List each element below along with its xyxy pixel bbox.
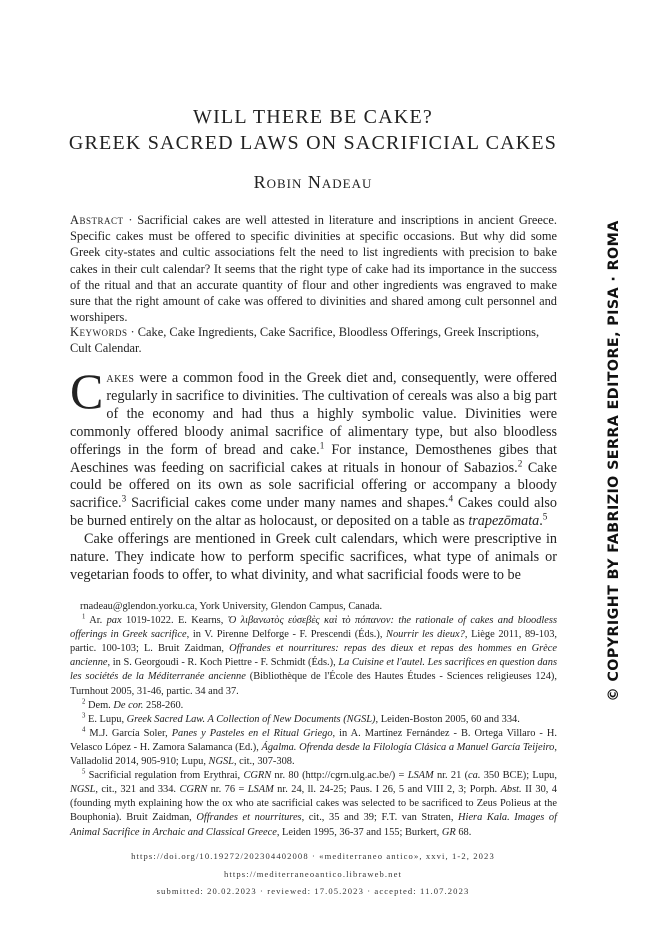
footnote-1 (70, 614, 557, 699)
submission-dates: submitted: 20.02.2023 · reviewed: 17.05.2023 · accepted: 11.07.2023 (156, 886, 470, 896)
footnote-2 (70, 699, 557, 713)
title-line-1: WILL THERE BE CAKE? (193, 106, 433, 128)
opening-small-caps: akes (106, 370, 135, 386)
keywords-separator: · (127, 325, 138, 339)
footnote-italic: ca. (468, 770, 481, 782)
footnote-text: (Bibliothèque de l'École des Hautes Études - Sciences religieuses 124), Turnhout 2005, 31-46, partic. 34 and 37. (70, 671, 557, 697)
abstract-label: Abstract (70, 213, 124, 227)
footnote-italic: Nourrir les dieux? (386, 629, 465, 641)
footnote-text: 1019-1022. E. Kearns, (121, 615, 228, 627)
footnote-number: 5 (82, 768, 86, 776)
footnote-text: Ar. (89, 615, 107, 627)
footnote-italic: LSAM (407, 770, 434, 782)
footnote-text: , cit., 307-308. (233, 756, 295, 768)
keywords-label: Keywords (70, 325, 128, 339)
footnote-text: , Leiden 1995, 36-37 and 155; Burkert, (276, 826, 442, 838)
footnote-italic: Offrandes et nourritures (196, 812, 302, 824)
footnote-text: , in A. Martínez Fernández - B. Ortega Villaro - H. Velasco López - H. Zamora Salamanca (Ed.), (70, 727, 558, 753)
author-name: Robin Nadeau (253, 172, 373, 192)
footnote-text: nr. 21 ( (433, 770, 469, 782)
footnote-italic: GR (441, 826, 456, 838)
keywords (70, 324, 557, 356)
body-text-run: were a common food in the Greek diet and, consequently, were offered regularly in sacrifice to divinities. The cultivation of cereals was also a big part of the economy and had thus a highly symbolic value. Divinities were commonly offered bloody animal sacrifice of alimentary type, but also bloodless offerings in the form of bread and cake. (70, 370, 557, 458)
footnote-italic: LSAM (247, 784, 274, 796)
footnote-italic: De cor. (113, 699, 144, 711)
footnote-number: 3 (82, 712, 86, 720)
footnote-text: II 30, 4 (founding myth explaining how the ox who ate sacrificial cakes was selected to be sacrificed to Zeus Polieus at the Bouphonia). Bruit Zaidman, (70, 784, 557, 824)
footnote-italic: NGSL (208, 756, 234, 768)
footnote-italic: pax (106, 615, 122, 627)
footnote-text: , cit., 35 and 39; F.T. van Straten, (301, 812, 459, 824)
footnote-text: 350 BCE); Lupu, (480, 770, 557, 782)
footnote-italic: CGRN (243, 770, 272, 782)
body-paragraph-1 (70, 363, 558, 531)
footnote-ref-3[interactable]: 3 (121, 493, 127, 504)
footnote-italic: Panes y Pasteles en el Ritual Griego (171, 727, 333, 739)
keywords-text: Cake, Cake Ingredients, Cake Sacrifice, Bloodless Offerings, Greek Inscriptions, Cult Calendar. (70, 325, 540, 356)
side-copyright-notice (604, 220, 624, 702)
abstract-text: Sacrificial cakes are well attested in literature and inscriptions in ancient Greece. Specific cakes must be offered to specific divinities at specific occasions. But why did some Greek city-states and cultic associations felt the need to list ingredients with precision to bake cakes in their cult calendar? It seems that the right type of cake had its importance in the success of the ritual and that an accurate quantity of flour and other ingredients was engraved to make sure that the right amount of cake was offered to divinities and shared among cult personnel and worshipers. (70, 213, 557, 325)
abstract-separator: · (123, 213, 138, 227)
footnote-ref-1[interactable]: 1 (319, 439, 325, 450)
footnote-5 (70, 769, 557, 839)
journal-url[interactable]: https://mediterraneoantico.libraweb.net (224, 869, 402, 879)
footnote-italic: Hiera Kala. Images of Animal Sacrifice in Archaic and Classical Greece (70, 812, 557, 838)
author-contact: rnadeau@glendon.yorku.ca, York University, Glendon Campus, Canada. (80, 601, 383, 612)
footnote-text: , in S. Georgoudi - R. Koch Piettre - F. Schmidt (Éds.), (107, 657, 339, 669)
footnote-text: , cit., 321 and 334. (95, 784, 180, 796)
doi-line[interactable]: https://doi.org/10.19272/202304402008 · «mediterraneo antico», xxvi, 1-2, 2023 (131, 851, 495, 861)
footnote-text: , Valladolid 2014, 905-910; Lupu, (70, 741, 557, 768)
drop-cap: C (70, 363, 104, 419)
body-text-run: For instance, Demosthenes gibes that Aeschines was feeding on sacrificial cakes at rituals in honour of Sabazios. (70, 441, 558, 476)
footnotes (70, 600, 557, 840)
footnote-3 (70, 713, 557, 727)
footnote-ref-2[interactable]: 2 (517, 457, 523, 468)
footnote-italic: La Cuisine et l'autel. Les sacrifices en question dans les sociétés de la Méditerranée ancienne (70, 657, 557, 683)
footnote-number: 2 (82, 698, 86, 706)
footnote-ref-5[interactable]: 5 (542, 511, 548, 522)
footnote-text: 258-260. (143, 699, 184, 711)
footnote-italic: NGSL (70, 784, 96, 796)
copyright-text: © COPYRIGHT BY FABRIZIO SERRA EDITORE, PISA · ROMA (606, 220, 622, 702)
footnote-italic: Abst. (500, 784, 522, 796)
body-text (70, 363, 558, 585)
footnote-ref-4[interactable]: 4 (448, 493, 454, 504)
footnote-text: , Liège 2011, 89-103, partic. 100-103; L. Bruit Zaidman, (70, 629, 557, 655)
footnote-number: 1 (82, 613, 86, 621)
body-text-run: Cakes could also be burned entirely on the altar as holocaust, or deposited on a table as (70, 495, 558, 530)
footnote-italic: Greek Sacred Law. A Collection of New Documents (NGSL) (126, 713, 376, 725)
italic-term: trapezōmata (468, 513, 540, 530)
footnote-text: nr. 76 = (207, 784, 248, 796)
footnote-4 (70, 727, 557, 769)
body-text-run: Cake could be offered on its own as sole sacrificial offering or accompany a bloody sacrifice. (70, 459, 557, 512)
footnote-italic: Ὁ λιβανωτὸς εὐσεβὲς καὶ τὸ πόπανον: the rationale of cakes and bloodless offerings in Greek sacrifice (70, 615, 557, 641)
footnote-text: 68. (455, 826, 472, 838)
footnote-text: Sacrificial regulation from Erythrai, (88, 770, 244, 782)
footnote-text: , Leiden-Boston 2005, 60 and 334. (375, 713, 520, 725)
title-line-2: GREEK SACRED LAWS ON SACRIFICIAL CAKES (68, 132, 558, 154)
footnote-text: E. Lupu, (87, 713, 127, 725)
footnote-number: 4 (82, 726, 86, 734)
body-text-run: Sacrificial cakes come under many names and shapes. (126, 495, 449, 512)
footnote-text: nr. 80 (http://cgrn.ulg.ac.be/) = (271, 770, 408, 782)
footnote-italic: CGRN (179, 784, 208, 796)
footnote-text: nr. 24, ll. 24-25; Paus. I 26, 5 and VIII 2, 3; Porph. (273, 784, 501, 796)
footnote-text: Dem. (87, 699, 114, 711)
body-text-run: . (539, 513, 543, 530)
footnote-text: , in V. Pirenne Delforge - F. Prescendi (Éds.), (186, 629, 387, 641)
body-paragraph-2: Cake offerings are mentioned in Greek cult calendars, which were prescriptive in nature. They indicate how to perform specific sacrifices, what type of animals or vegetarian foods to offer, to what divinity, and what sacrificial foods were to be (70, 531, 557, 583)
article-title (0, 104, 626, 156)
footnote-italic: Offrandes et nourritures: repas des dieux et repas des hommes en Grèce ancienne (70, 643, 557, 669)
abstract (70, 212, 557, 325)
footnote-italic: Ágalma. Ofrenda desde la Filología Clásica a Manuel García Teijeiro (261, 741, 555, 753)
footnote-text: M.J. García Soler, (89, 727, 172, 739)
